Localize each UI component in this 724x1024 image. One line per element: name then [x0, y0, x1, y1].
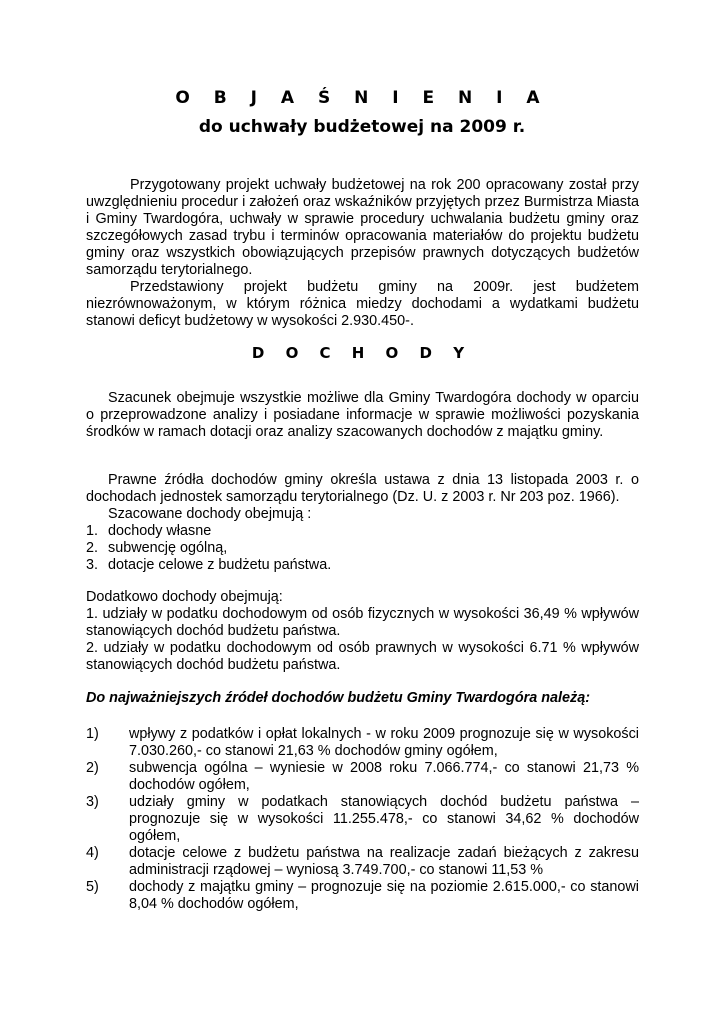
list-item-text: wpływy z podatków i opłat lokalnych - w roku 2009 prognozuje się w wysokości 7.030.260,- co stanowi 21,63 % dochodów gminy ogółem, — [129, 726, 639, 759]
main-sources-list — [86, 726, 639, 913]
income-types-list — [86, 523, 639, 574]
intro-paragraph-2: Przedstawiony projekt budżetu gminy na 2009r. jest budżetem niezrównoważonym, w którym różnica miedzy dochodami a wydatkami budżetu stanowi deficyt budżetowy w wysokości 2.930.450-. — [86, 279, 639, 329]
list-item-text: dotacje celowe z budżetu państwa na realizacje zadań bieżących z zakresu administracji rządowej – wyniosą 3.749.700,- co stanowi 11,53 % — [129, 845, 639, 878]
main-sources-block — [86, 726, 639, 913]
list-item — [86, 879, 639, 913]
list-item-number: 3. — [86, 557, 99, 573]
list-item-number: 3) — [86, 794, 99, 810]
list-item — [86, 845, 639, 879]
dochody-paragraph-4: Dodatkowo dochody obejmują: — [86, 589, 283, 605]
additional-income-block — [86, 589, 639, 674]
list-item-number: 2) — [86, 760, 99, 776]
main-sources-heading: Do najważniejszych źródeł dochodów budżetu Gminy Twardogóra należą: — [86, 690, 590, 706]
list-item-text: subwencja ogólna – wyniesie w 2008 roku 7.066.774,- co stanowi 21,73 % dochodów ogółem, — [129, 760, 639, 793]
section-heading-dochody: D O C H O D Y — [251, 344, 473, 362]
dochody-paragraph-1: Szacunek obejmuje wszystkie możliwe dla Gminy Twardogóra dochody w oparciu o przeprowadzone analizy i posiadane informacje w sprawie możliwości pozyskania środków w ramach dotacji oraz analizy szacowanych dochodów z majątku gminy. — [86, 390, 639, 440]
list-item-text: udziały gminy w podatkach stanowiących dochód budżetu państwa – prognozuje się w wysokości 11.255.478,- co stanowi 34,62 % dochodów ogółem, — [129, 794, 639, 844]
dochody-paragraph-1-block — [86, 390, 639, 441]
list-item-number: 4) — [86, 845, 99, 861]
additional-item-2: 2. udziały w podatku dochodowym od osób prawnych w wysokości 6.71 % wpływów stanowiących dochód budżetu państwa. — [86, 640, 639, 673]
list-item — [86, 540, 639, 557]
list-item — [86, 726, 639, 760]
list-item-text: dochody z majątku gminy – prognozuje się na poziomie 2.615.000,- co stanowi 8,04 % dochodów ogółem, — [129, 879, 639, 912]
list-item-text: dotacje celowe z budżetu państwa. — [108, 557, 332, 573]
dochody-paragraph-3: Szacowane dochody obejmują : — [108, 506, 312, 522]
list-item-number: 1) — [86, 726, 99, 742]
additional-item-1: 1. udziały w podatku dochodowym od osób fizycznych w wysokości 36,49 % wpływów stanowiących dochód budżetu państwa. — [86, 606, 639, 639]
list-item — [86, 794, 639, 845]
document-subtitle: do uchwały budżetowej na 2009 r. — [198, 117, 526, 137]
list-item — [86, 760, 639, 794]
list-item-number: 1. — [86, 523, 99, 539]
intro-block — [86, 177, 639, 330]
list-item — [86, 557, 639, 574]
list-item — [86, 523, 639, 540]
list-item-number: 5) — [86, 879, 99, 895]
dochody-sources-block — [86, 472, 639, 574]
list-item-text: dochody własne — [108, 523, 212, 539]
list-item-number: 2. — [86, 540, 99, 556]
document-title: O B J A Ś N I E N I A — [175, 88, 549, 108]
intro-paragraph-1: Przygotowany projekt uchwały budżetowej na rok 200 opracowany został przy uwzględnieniu procedur i założeń oraz wskaźników przyjętych przez Burmistrza Miasta i Gminy Twardogóra, uchwały w sprawie procedury uchwalania budżetu gminy oraz szczegółowych zasad trybu i terminów opracowania materiałów do projektu budżetu gminy oraz wszystkich obowiązujących przepisów prawnych dotyczących budżetów samorządu terytorialnego. — [86, 177, 639, 278]
dochody-paragraph-2: Prawne źródła dochodów gminy określa ustawa z dnia 13 listopada 2003 r. o dochodach jednostek samorządu terytorialnego (Dz. U. z 2003 r. Nr 203 poz. 1966). — [86, 472, 639, 505]
list-item-text: subwencję ogólną, — [108, 540, 228, 556]
